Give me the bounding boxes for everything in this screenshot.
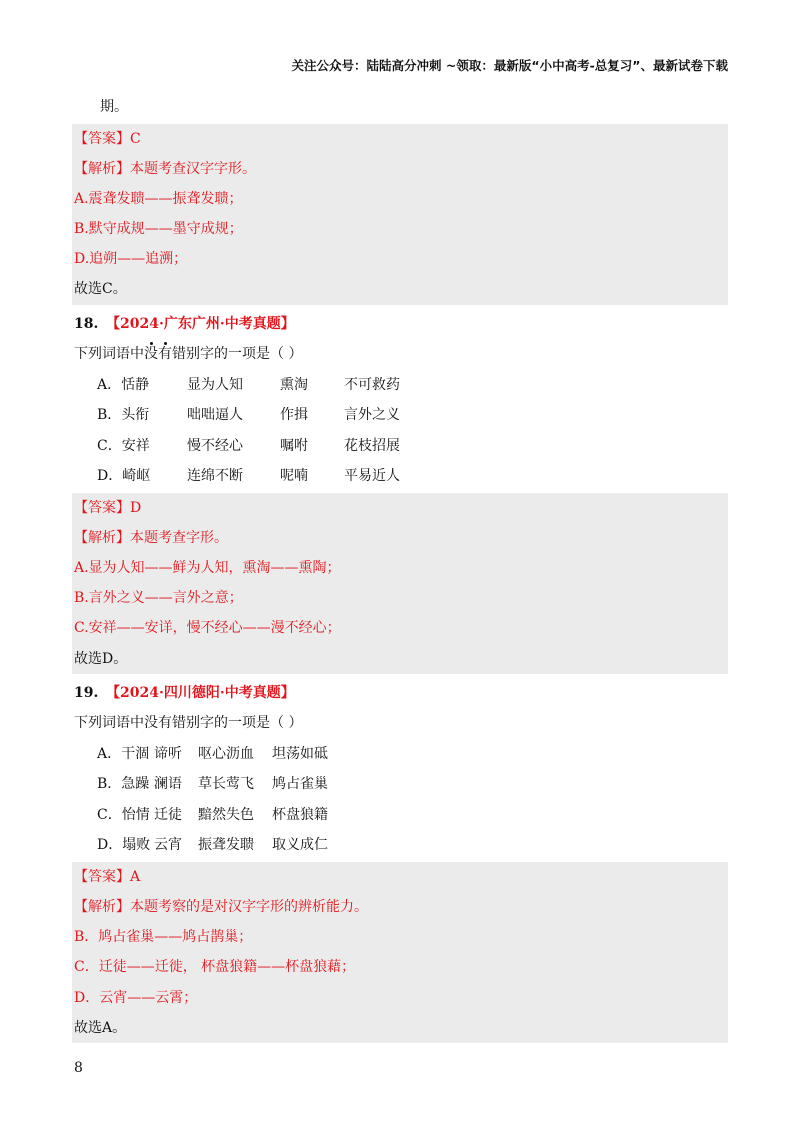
option-word: 平易近人 bbox=[344, 468, 400, 485]
analysis-line: B.言外之义——言外之意； bbox=[74, 590, 243, 607]
answer-block-18 bbox=[72, 493, 728, 674]
option-word: 鸠占雀巢 bbox=[272, 776, 328, 793]
option-word: A．干涸 bbox=[97, 745, 150, 762]
option-word: 呢喃 bbox=[280, 468, 308, 485]
option-word: 显为人知 bbox=[187, 376, 243, 393]
option-c bbox=[72, 800, 728, 831]
emphasis-char: 有 bbox=[158, 339, 172, 370]
option-word: 不可救药 bbox=[344, 376, 400, 393]
option-word: 慢不经心 bbox=[187, 437, 243, 454]
emphasis-char: 没 bbox=[144, 339, 158, 370]
option-word: 振聋发聩 bbox=[198, 837, 254, 854]
question-18-stem bbox=[72, 339, 728, 370]
answer-label: 【答案】D bbox=[74, 499, 142, 516]
document-body bbox=[72, 92, 728, 1047]
question-number: 18. bbox=[74, 315, 99, 332]
option-word: 咄咄逼人 bbox=[187, 407, 243, 424]
option-word: B．头衔 bbox=[97, 407, 150, 424]
option-word: C．安祥 bbox=[97, 437, 150, 454]
option-word: 取义成仁 bbox=[272, 837, 328, 854]
analysis-line: A.震聋发聩——振聋发聩； bbox=[74, 190, 243, 207]
analysis-line: C.安祥——安详，慢不经心——漫不经心； bbox=[74, 620, 341, 637]
page-number: 8 bbox=[74, 1060, 83, 1076]
option-word: C．怡情 bbox=[97, 806, 150, 823]
option-word: 谛听 bbox=[154, 745, 182, 762]
option-word: B．急躁 bbox=[97, 776, 150, 793]
analysis-line: 【解析】本题考查字形。 bbox=[74, 529, 228, 546]
option-word: D．崎岖 bbox=[97, 468, 151, 485]
question-18-options bbox=[72, 370, 728, 492]
option-d bbox=[72, 830, 728, 861]
analysis-line: 【解析】本题考察的是对汉字字形的辨析能力。 bbox=[74, 898, 368, 915]
question-18-title bbox=[72, 309, 728, 340]
stem-text: 错别字的一项是（ ） bbox=[172, 346, 303, 363]
analysis-conclusion: 故选A。 bbox=[74, 1019, 127, 1036]
option-word: 呕心沥血 bbox=[198, 745, 254, 762]
answer-block-19 bbox=[72, 862, 728, 1043]
option-word: 言外之义 bbox=[344, 407, 400, 424]
option-word: 迁徒 bbox=[154, 806, 182, 823]
prev-question-tail: 期。 bbox=[100, 99, 128, 115]
option-word: A．恬静 bbox=[97, 376, 150, 393]
option-word: 花枝招展 bbox=[344, 437, 400, 454]
analysis-line: D．云宵——云霄； bbox=[74, 989, 198, 1006]
option-word: 黯然失色 bbox=[198, 806, 254, 823]
option-a bbox=[72, 739, 728, 770]
question-19-title bbox=[72, 678, 728, 709]
analysis-line: B．鸠占雀巢——鸠占鹊巢； bbox=[74, 929, 253, 946]
option-d bbox=[72, 461, 728, 492]
page-header: 关注公众号：陆陆高分冲刺 ~领取：最新版“小中高考-总复习”、最新试卷下载 bbox=[291, 58, 728, 73]
question-number: 19. bbox=[74, 684, 99, 701]
analysis-line: A.显为人知——鲜为人知，熏淘——熏陶； bbox=[74, 560, 341, 576]
option-word: 熏淘 bbox=[280, 376, 308, 393]
analysis-line: B.默守成规——墨守成规； bbox=[74, 221, 243, 238]
option-word: 云宵 bbox=[154, 837, 182, 854]
analysis-line: 【解析】本题考查汉字字形。 bbox=[74, 160, 256, 177]
answer-label: 【答案】C bbox=[74, 130, 141, 147]
option-b bbox=[72, 400, 728, 431]
option-word: 作揖 bbox=[280, 407, 308, 424]
question-source: 【2024·广东广州·中考真题】 bbox=[106, 315, 295, 332]
option-word: D．塌败 bbox=[97, 837, 151, 854]
option-word: 坦荡如砥 bbox=[272, 745, 328, 762]
analysis-conclusion: 故选C。 bbox=[74, 281, 127, 298]
option-word: 草长莺飞 bbox=[198, 776, 254, 793]
answer-label: 【答案】A bbox=[74, 868, 141, 885]
option-word: 澜语 bbox=[154, 776, 182, 793]
answer-block-17 bbox=[72, 124, 728, 305]
analysis-line: D.追朔——追溯； bbox=[74, 251, 188, 268]
option-word: 连绵不断 bbox=[187, 468, 243, 485]
question-19-stem: 下列词语中没有错别字的一项是（ ） bbox=[74, 715, 303, 732]
stem-text: 下列词语中 bbox=[74, 346, 144, 363]
option-b bbox=[72, 769, 728, 800]
option-a bbox=[72, 370, 728, 401]
option-c bbox=[72, 431, 728, 462]
question-source: 【2024·四川德阳·中考真题】 bbox=[106, 684, 295, 701]
option-word: 杯盘狼籍 bbox=[272, 806, 328, 823]
option-word: 嘱咐 bbox=[280, 437, 308, 454]
question-19-options bbox=[72, 739, 728, 861]
analysis-line: C．迁徒——迁徙， 杯盘狼籍——杯盘狼藉； bbox=[74, 959, 356, 976]
analysis-conclusion: 故选D。 bbox=[74, 650, 128, 667]
